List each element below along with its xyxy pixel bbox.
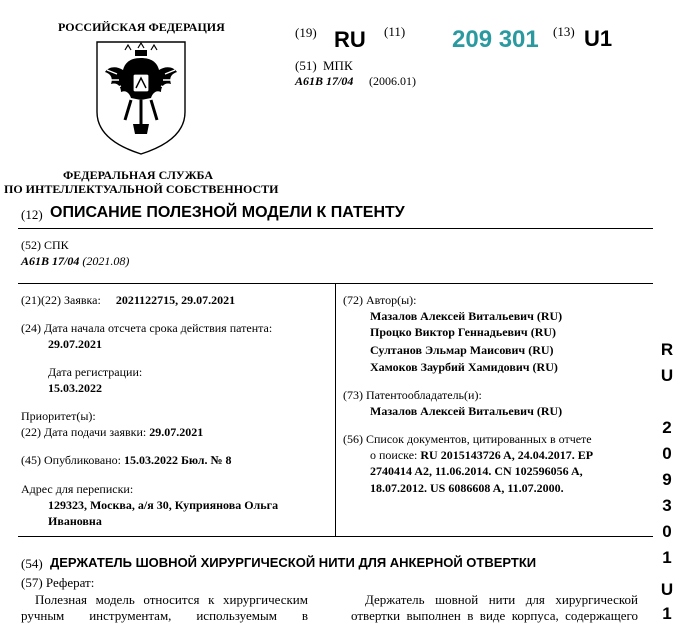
filing-row xyxy=(21,425,203,440)
spk-version: (2021.08) xyxy=(82,254,130,268)
start-date-value: 29.07.2021 xyxy=(48,337,102,351)
citations-line-1: RU 2015143726 A, 24.04.2017. EP xyxy=(420,448,594,462)
holder-value: Мазалов Алексей Витальевич (RU) xyxy=(370,404,563,418)
code-13: (13) xyxy=(553,24,575,39)
holder-label: (73) Патентообладатель(и): xyxy=(343,388,482,402)
priority-label: Приоритет(ы): xyxy=(21,409,96,423)
column-divider xyxy=(335,283,336,536)
patent-number: 209 301 xyxy=(452,26,539,53)
authors-label: (72) Автор(ы): xyxy=(343,293,417,307)
application-label: (21)(22) Заявка: xyxy=(21,293,101,307)
application-row xyxy=(21,293,235,308)
title-divider xyxy=(18,228,653,229)
invention-title: ДЕРЖАТЕЛЬ ШОВНОЙ ХИРУРГИЧЕСКОЙ НИТИ ДЛЯ АНКЕРНОЙ ОТВЕРТКИ xyxy=(50,555,537,570)
citations-label: (56) Список документов, цитированных в отчете xyxy=(343,432,592,446)
side-digit-1b: 1 xyxy=(662,604,672,623)
application-value: 2021122715, 29.07.2021 xyxy=(115,293,236,307)
biblio-bottom-divider xyxy=(18,536,653,537)
side-digit-3: 3 xyxy=(662,496,672,515)
code-19: (19) xyxy=(295,25,317,40)
registration-label: Дата регистрации: xyxy=(48,365,143,379)
mpk-label: МПК xyxy=(323,58,353,73)
side-digit-0b: 0 xyxy=(662,522,672,541)
agency-line-2: ПО ИНТЕЛЛЕКТУАЛЬНОЙ СОБСТВЕННОСТИ xyxy=(4,182,279,196)
emblem-icon xyxy=(95,40,187,156)
citations-line-2: 2740414 A2, 11.06.2014. CN 102596056 A, xyxy=(370,464,583,478)
abstract-right-line-2: отвертки выполнен в виде корпуса, содержащего xyxy=(351,608,638,623)
code-12: (12) xyxy=(21,207,43,222)
side-digit-2: 2 xyxy=(662,418,672,437)
side-digit-9: 9 xyxy=(662,470,672,489)
side-char-u2: U xyxy=(660,580,674,599)
abstract-label: (57) Реферат: xyxy=(21,575,95,590)
author-4: Хамоков Заурбий Хамидович (RU) xyxy=(370,360,558,374)
mpk-class: A61B 17/04 xyxy=(295,74,354,88)
author-2: Процко Виктор Геннадьевич (RU) xyxy=(370,325,557,339)
country-code: RU xyxy=(334,27,366,52)
citations-line-3: 18.07.2012. US 6086608 A, 11.07.2000. xyxy=(370,481,564,495)
code-54: (54) xyxy=(21,556,43,571)
published-row xyxy=(21,453,232,468)
published-label: (45) Опубликовано: xyxy=(21,453,121,467)
start-date-label: (24) Дата начала отсчета срока действия патента: xyxy=(21,321,273,335)
author-1: Мазалов Алексей Витальевич (RU) xyxy=(370,309,563,323)
address-line-2: Ивановна xyxy=(48,514,102,528)
address-line-1: 129323, Москва, а/я 30, Куприянова Ольга xyxy=(48,498,279,512)
abstract-right-line-1: Держатель шовной нити для хирургической xyxy=(365,592,638,607)
author-3: Султанов Эльмар Маисович (RU) xyxy=(370,343,554,357)
filing-label: (22) Дата подачи заявки: xyxy=(21,425,147,439)
side-digit-0: 0 xyxy=(662,444,672,463)
country-name: РОССИЙСКАЯ ФЕДЕРАЦИЯ xyxy=(58,20,225,34)
side-digit-1: 1 xyxy=(662,548,672,567)
registration-value: 15.03.2022 xyxy=(48,381,102,395)
abstract-left-line-1: Полезная модель относится к хирургическим xyxy=(35,592,308,607)
citations-prefix: о поиске: xyxy=(370,448,418,462)
filing-value: 29.07.2021 xyxy=(149,425,204,439)
code-11: (11) xyxy=(384,24,406,39)
kind-code: U1 xyxy=(584,26,613,51)
abstract-left-line-2: ручным инструментам, используемым в xyxy=(21,608,308,623)
spk-classification xyxy=(21,254,129,269)
mpk-version: (2006.01) xyxy=(369,74,416,88)
agency-line-1: ФЕДЕРАЛЬНАЯ СЛУЖБА xyxy=(63,168,213,182)
document-title: ОПИСАНИЕ ПОЛЕЗНОЙ МОДЕЛИ К ПАТЕНТУ xyxy=(50,204,405,221)
spk-class: A61B 17/04 xyxy=(21,254,80,268)
spk-label: (52) СПК xyxy=(21,238,69,252)
address-label: Адрес для переписки: xyxy=(21,482,134,496)
citations-first-line xyxy=(370,448,593,463)
side-char-u: U xyxy=(660,366,674,385)
side-char-r: R xyxy=(660,340,674,359)
code-51: (51) xyxy=(295,58,317,73)
published-value: 15.03.2022 Бюл. № 8 xyxy=(123,453,232,467)
